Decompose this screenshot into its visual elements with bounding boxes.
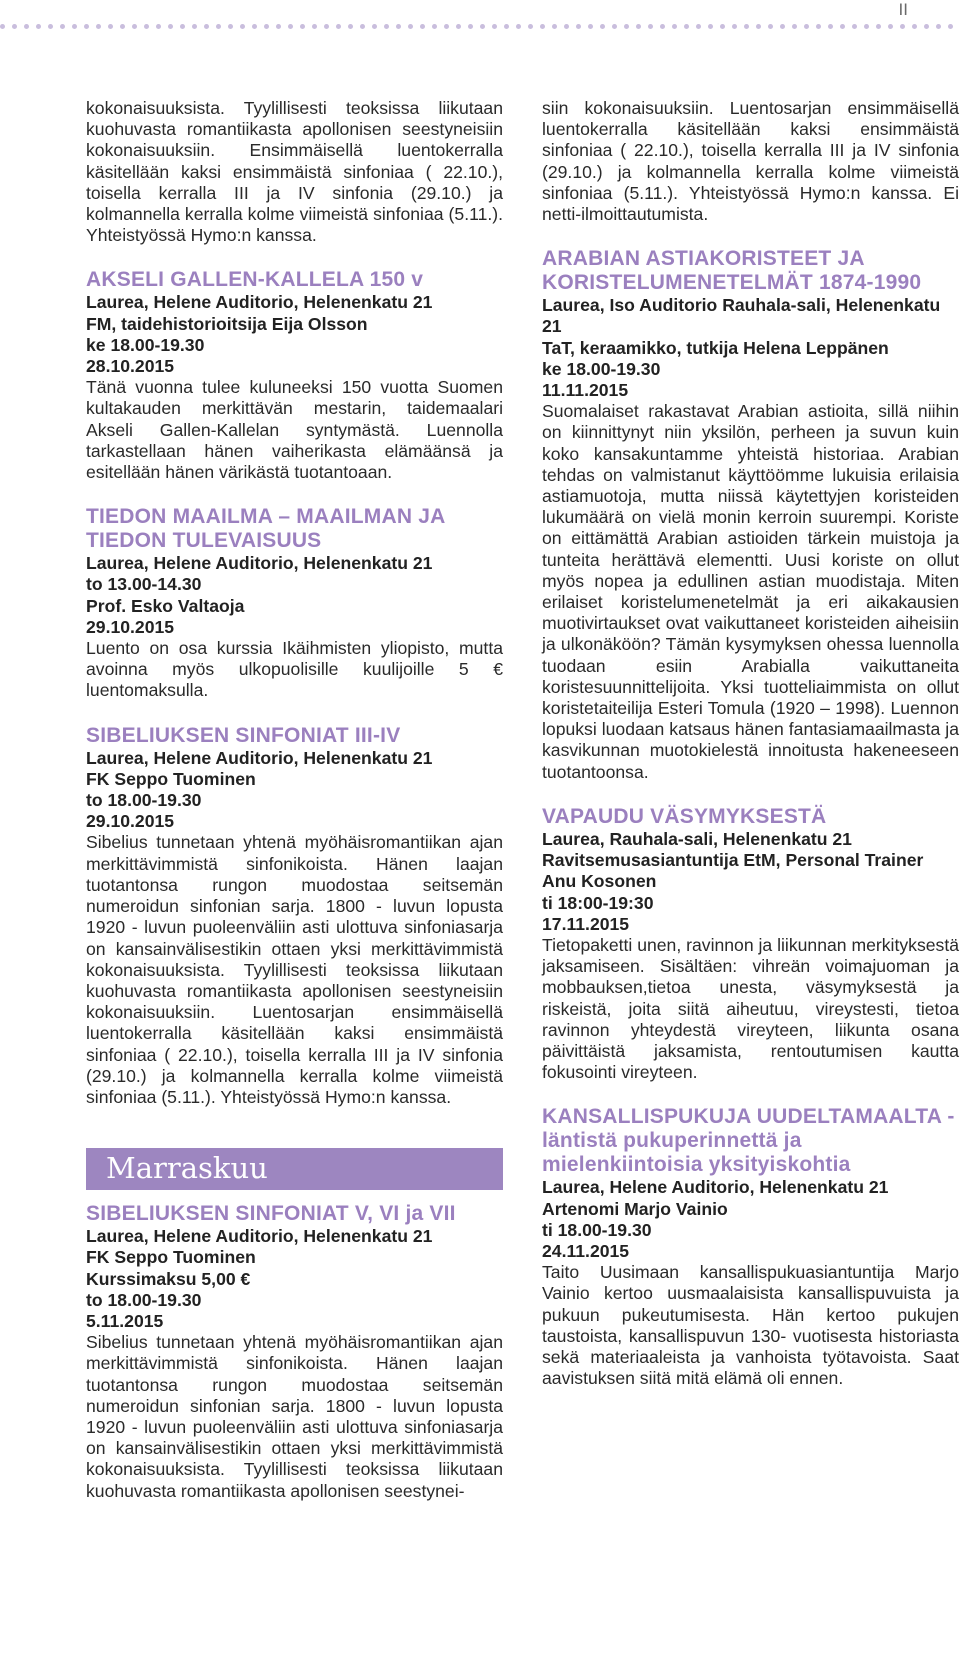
dot [876, 24, 881, 29]
page-number: II [898, 0, 908, 19]
event-description: Sibelius tunnetaan yhtenä myöhäisromantiikan ajan merkittävimmistä sinfonikoista. Hänen laajan tuotantonsa rungon muodostaa seitsemän numeroidun sinfonian sarja. 1800 - luvun lopusta 1920 - luvun puoleenväliin asti ulottuva sinfoniasarja on kansainvälisestikin ottaen yksi merkittävimmistä kokonaisuuksista. Tyylillisesti teoksissa liikutaan kuohuvasta romantiikasta apollonisen seestynei- [86, 1332, 503, 1501]
dot [384, 24, 389, 29]
dot [672, 24, 677, 29]
dot [936, 24, 941, 29]
dot [276, 24, 281, 29]
dot [420, 24, 425, 29]
dot [888, 24, 893, 29]
dot [48, 24, 53, 29]
event-place: Laurea, Helene Auditorio, Helenenkatu 21 [86, 292, 433, 313]
dot [684, 24, 689, 29]
dot [132, 24, 137, 29]
event-gallen-kallela [86, 268, 503, 483]
dot [660, 24, 665, 29]
dot [204, 24, 209, 29]
event-title: VAPAUDU VÄSYMYKSESTÄ [542, 804, 827, 828]
event-time: ti 18:00-19:30 [542, 892, 654, 913]
dot [228, 24, 233, 29]
continued-text: kokonaisuuksista. Tyylillisesti teoksissa liikutaan kuohuvasta romantiikasta apollonisen seestyneisiin kokonaisuuksiin. Ensimmäisellä luentokerralla käsitellään kaksi ensimmäistä sinfoniaa ( 22.10.), toisella kerralla III ja IV sinfonia (29.10.) ja kolmannella kerralla kolme viimeistä sinfoniaa (5.11.). Yhteistyössä Hymo:n kanssa. [86, 98, 503, 246]
event-place: Laurea, Helene Auditorio, Helenenkatu 21 [542, 1177, 889, 1198]
dot [480, 24, 485, 29]
dot [768, 24, 773, 29]
dot [192, 24, 197, 29]
continued-text: siin kokonaisuuksiin. Luentosarjan ensimmäisellä luentokerralla käsitellään kaksi ensimmäistä sinfoniaa ( 22.10.), toisella kerralla III ja IV sinfonia (29.10.) ja kolmannella kerralla kolme viimeistä sinfoniaa (5.11.). Yhteistyössä Hymo:n kanssa. Ei netti-ilmoittautumista. [542, 98, 959, 225]
event-place: Laurea, Helene Auditorio, Helenenkatu 21 [86, 747, 433, 768]
event-sibelius-5-7 [86, 1202, 503, 1502]
dot [468, 24, 473, 29]
event-time: to 18.00-19.30 [86, 1289, 202, 1310]
event-title: SIBELIUKSEN SINFONIAT V, VI ja VII [86, 1202, 456, 1226]
event-date: 11.11.2015 [542, 380, 629, 401]
event-lecturer: FM, taidehistorioitsija Eija Olsson [86, 313, 368, 334]
event-date: 29.10.2015 [86, 616, 175, 637]
dot [840, 24, 845, 29]
dot [828, 24, 833, 29]
dot [756, 24, 761, 29]
dot [816, 24, 821, 29]
dotted-rule [0, 20, 960, 36]
dot [336, 24, 341, 29]
dot [504, 24, 509, 29]
dot [408, 24, 413, 29]
dot [588, 24, 593, 29]
dot [180, 24, 185, 29]
dot [576, 24, 581, 29]
event-place: Laurea, Iso Auditorio Rauhala-sali, Helenenkatu 21 [542, 295, 941, 337]
dot [0, 24, 5, 29]
dot [168, 24, 173, 29]
dot [900, 24, 905, 29]
dot [84, 24, 89, 29]
dot [948, 24, 953, 29]
dot [552, 24, 557, 29]
event-title: KANSALLISPUKUJA UUDELTAMAALTA -läntistä pukuperinnettä ja mielenkiintoisia yksityiskohtia [542, 1105, 955, 1177]
event-lecturer: Artenomi Marjo Vainio [542, 1198, 728, 1219]
event-title: AKSELI GALLEN-KALLELA 150 v [86, 268, 424, 292]
dot [720, 24, 725, 29]
dot [600, 24, 605, 29]
dot [372, 24, 377, 29]
event-sibelius-3-4 [86, 724, 503, 1108]
dot [360, 24, 365, 29]
dot [744, 24, 749, 29]
dot [96, 24, 101, 29]
event-time: ti 18.00-19.30 [542, 1219, 652, 1240]
dot [288, 24, 293, 29]
dot [708, 24, 713, 29]
event-title: TIEDON MAAILMA – MAAILMAN JA TIEDON TULEVAISUUS [86, 505, 445, 553]
dot [780, 24, 785, 29]
event-fee: Kurssimaksu 5,00 € [86, 1268, 251, 1289]
dot [348, 24, 353, 29]
event-description: Taito Uusimaan kansallispukuasiantuntija Marjo Vainio kertoo uusmaalaisista kansallispuvuista ja pukuun pukeutumisesta. Hän kertoo pukujen taustoista, kansallispuvun 130- vuotisesta historiasta sekä materiaaleista ja vanhoista työtavoista. Saat aavistuksen siitä mitä elämä oli ennen. [542, 1262, 959, 1389]
event-time: to 18.00-19.30 [86, 790, 202, 811]
dot [528, 24, 533, 29]
dot [324, 24, 329, 29]
event-description: Tänä vuonna tulee kuluneeksi 150 vuotta Suomen kultakauden merkittävän mestarin, taidemaalari Akseli Gallen-Kallelan syntymästä. Luennolla tarkastellaan hänen vaiherikasta elämäänsä ja esitellään hänen värikästä tuotantoaan. [86, 377, 503, 483]
event-lecturer: Ravitsemusasiantuntija EtM, Personal Trainer Anu Kosonen [542, 850, 924, 892]
dot [924, 24, 929, 29]
dot [240, 24, 245, 29]
dot [492, 24, 497, 29]
dot [792, 24, 797, 29]
dot [216, 24, 221, 29]
event-title: SIBELIUKSEN SINFONIAT III-IV [86, 723, 401, 747]
event-kansallispukuja [542, 1105, 959, 1389]
left-column [86, 98, 503, 1502]
dot [564, 24, 569, 29]
event-time: ke 18.00-19.30 [86, 334, 205, 355]
dot [444, 24, 449, 29]
dot [60, 24, 65, 29]
event-place: Laurea, Helene Auditorio, Helenenkatu 21 [86, 553, 433, 574]
event-place: Laurea, Helene Auditorio, Helenenkatu 21 [86, 1226, 433, 1247]
event-description: Tietopaketti unen, ravinnon ja liikunnan merkityksestä jaksamiseen. Sisältäen: vihreän voimajuoman ja mobbauksen,tietoa unesta, väsymyksestä ja riskeistä, joita siitä aiheutuu, vireystesti, tietoa ravinnon yhteydestä vireyteen, liikunta osana päivittäistä jaksamista, rentoutumisen kautta fokusointi vireyteen. [542, 934, 959, 1083]
event-description: Luento on osa kurssia Ikäihmisten yliopisto, mutta avoinna myös ulkopuolisille kuulijoille 5 € luentomaksulla. [86, 638, 503, 701]
dot [396, 24, 401, 29]
dot [636, 24, 641, 29]
dot [252, 24, 257, 29]
event-lecturer: FK Seppo Tuominen [86, 1247, 256, 1268]
dot [36, 24, 41, 29]
event-lecturer: Prof. Esko Valtaoja [86, 595, 245, 616]
event-date: 24.11.2015 [542, 1240, 630, 1261]
event-vapaudu-vasymyksesta [542, 805, 959, 1083]
dot [456, 24, 461, 29]
dot [804, 24, 809, 29]
right-column [542, 98, 959, 1389]
dot [432, 24, 437, 29]
event-tiedon-maailma [86, 505, 503, 701]
event-date: 5.11.2015 [86, 1310, 164, 1331]
event-date: 29.10.2015 [86, 811, 175, 832]
dot [648, 24, 653, 29]
event-time: to 13.00-14.30 [86, 574, 202, 595]
event-lecturer: FK Seppo Tuominen [86, 768, 256, 789]
dot [624, 24, 629, 29]
event-date: 17.11.2015 [542, 913, 630, 934]
dot [312, 24, 317, 29]
event-arabia [542, 247, 959, 783]
dot [732, 24, 737, 29]
event-title: ARABIAN ASTIAKORISTEET JA KORISTELUMENETELMÄT 1874-1990 [542, 247, 922, 295]
dot [300, 24, 305, 29]
event-lecturer: TaT, keraamikko, tutkija Helena Leppänen [542, 337, 889, 358]
dot [120, 24, 125, 29]
dot [612, 24, 617, 29]
dot [12, 24, 17, 29]
dot [696, 24, 701, 29]
dot [912, 24, 917, 29]
month-heading-band: Marraskuu [86, 1148, 503, 1190]
dot [144, 24, 149, 29]
event-description: Sibelius tunnetaan yhtenä myöhäisromantiikan ajan merkittävimmistä sinfonikoista. Hänen laajan tuotantonsa rungon muodostaa seitsemän numeroidun sinfonian sarja. 1800 - luvun lopusta 1920 - luvun puoleenväliin asti ulottuva sinfoniasarja on kansainvälisestikin ottaen yksi merkittävimmistä kokonaisuuksista. Tyylillisesti teoksissa liikutaan kuohuvasta romantiikasta apollonisen seestyneisiin kokonaisuuksiin. Luentosarjan ensimmäisellä luentokerralla käsitellään kaksi ensimmäistä sinfoniaa ( 22.10.), toisella kerralla III ja IV sinfonia (29.10.) ja kolmannella kerralla kolme viimeistä sinfoniaa (5.11.). Yhteistyössä Hymo:n kanssa. [86, 832, 503, 1107]
dot [108, 24, 113, 29]
dot [264, 24, 269, 29]
dot [156, 24, 161, 29]
event-date: 28.10.2015 [86, 356, 175, 377]
event-time: ke 18.00-19.30 [542, 358, 661, 379]
event-description: Suomalaiset rakastavat Arabian astioita, sillä niihin on kiinnittynyt niin yksilön, perheen ja suvun kuin koko kansakuntamme yhteistä historiaa. Arabian tehdas on valmistanut käyttöömme lukuisia erilaisia astiamuotoja, mutta niissä käytettyjen koristeiden lukumäärä on vielä monin kerroin suurempi. Koriste on eittämättä Arabian astioiden tärkein muistoja ja tunteita herättävä elementti. Uusi koriste on ollut myös nopea ja edullinen astian muodistaja. Miten erilaiset koristelumenetelmät ja eri aikakausien muotivirtaukset ovat vaikuttaneet koristeiden aiheisiin ja ulkonäköön? Tämän kysymyksen ohessa luennolla tuodaan esiin Arabialla vaikuttaneita koristesuunnittelijoita. Yksi tuotteliaimmista on ollut koristetaiteilija Esteri Tomula (1920 – 1998). Luennon lopuksi luodaan katsaus hänen fantasiamaailmasta ja kasvikunnan muotokielestä innoitusta hakeneeseen tuotantoonsa. [542, 401, 959, 782]
dot [516, 24, 521, 29]
dot [24, 24, 29, 29]
event-place: Laurea, Rauhala-sali, Helenenkatu 21 [542, 828, 852, 849]
dot [72, 24, 77, 29]
dot [864, 24, 869, 29]
dot [540, 24, 545, 29]
dot [852, 24, 857, 29]
